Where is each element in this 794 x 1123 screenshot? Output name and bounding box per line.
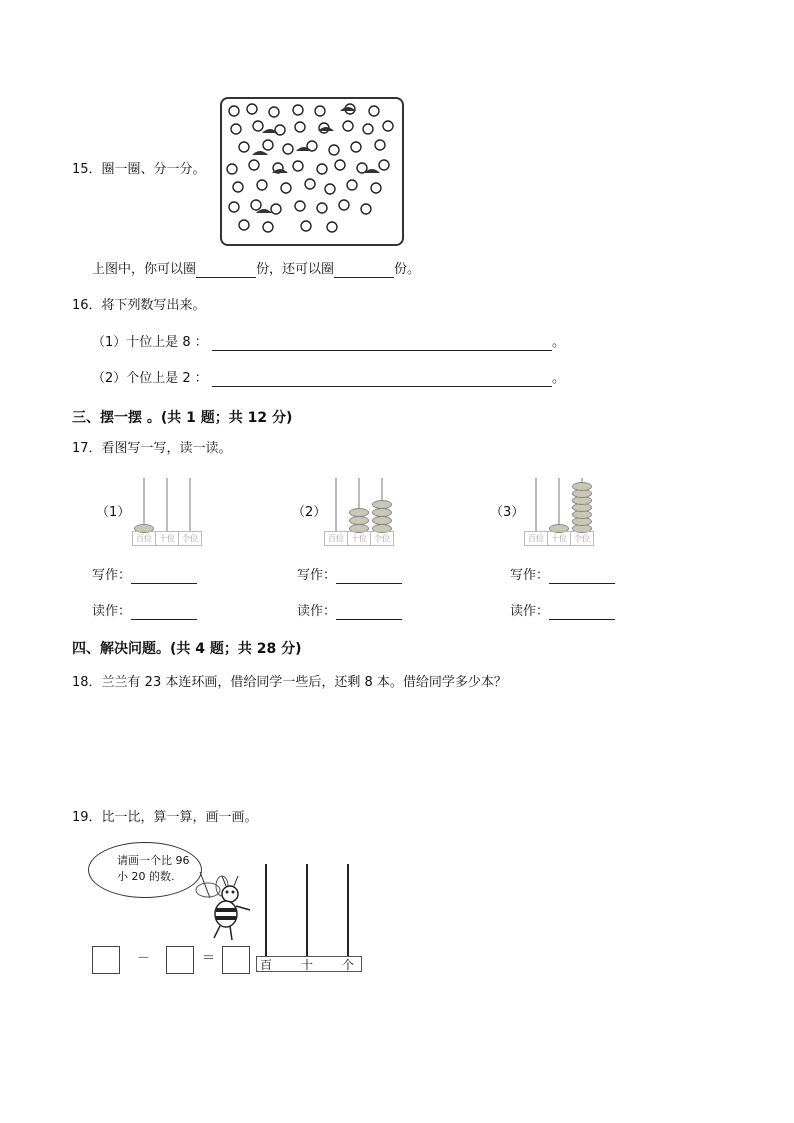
abacus-1-label: （1） — [96, 505, 131, 520]
abacus-place-hundreds: 百 — [260, 958, 273, 972]
q15-sentence — [92, 262, 420, 278]
abacus-3-read-blank[interactable] — [549, 605, 615, 620]
abacus-2-place-tens: 十位 — [348, 532, 371, 545]
answer-box-1[interactable] — [92, 946, 120, 974]
abacus-2-read-blank[interactable] — [336, 605, 402, 620]
read-label: 读作： — [510, 604, 550, 619]
abacus-3-place-hundreds: 百位 — [525, 532, 548, 545]
abacus-1-place-hundreds: 百位 — [133, 532, 156, 545]
q15-title: 15．圈一圈、分一分。 — [72, 162, 206, 177]
abacus-3-place-tens: 十位 — [548, 532, 571, 545]
abacus-1-read-blank[interactable] — [131, 605, 197, 620]
abacus-1-write — [92, 568, 197, 584]
q16-end-mark-2: 。 — [551, 371, 565, 386]
bubble-line-2: 小 20 的数. — [117, 870, 175, 883]
abacus-2-write — [297, 568, 402, 584]
q19-title: 19．比一比，算一算，画一画。 — [72, 810, 258, 825]
abacus-3-write-blank[interactable] — [549, 569, 615, 584]
bubble-line-1: 请画一个比 96 — [117, 854, 190, 867]
speech-bubble — [88, 842, 202, 898]
empty-abacus[interactable] — [256, 864, 364, 974]
q15-blank-2[interactable] — [334, 263, 394, 278]
abacus-3-label: （3） — [490, 505, 525, 520]
q16-end-mark-1: 。 — [551, 335, 565, 350]
abacus-1-place-ones: 个位 — [182, 534, 198, 543]
abacus-place-ones: 个 — [342, 958, 355, 972]
abacus-place-tens: 十 — [301, 958, 314, 972]
abacus-3 — [524, 478, 594, 548]
q16-item-2-label: （2）个位上是 2 ： — [92, 371, 208, 386]
abacus-1-read — [92, 604, 197, 620]
abacus-3-read — [510, 604, 615, 620]
q15-blank-1[interactable] — [196, 263, 256, 278]
abacus-2 — [324, 478, 394, 548]
abacus-2-read — [297, 604, 402, 620]
section-3-heading: 三、摆一摆 。(共 1 题；共 12 分) — [72, 410, 293, 426]
abacus-1-place-tens: 十位 — [156, 532, 179, 545]
write-label: 写作： — [510, 568, 550, 583]
bee-icon — [190, 872, 258, 944]
abacus-3-place-ones: 个位 — [574, 534, 590, 543]
abacus-1-write-blank[interactable] — [131, 569, 197, 584]
abacus-2-label: （2） — [292, 505, 327, 520]
minus-sign: － — [137, 951, 151, 966]
q15-sentence-b: 份，还可以圈 — [256, 262, 335, 277]
faces-icon-cluster — [222, 99, 398, 240]
q16-blank-1[interactable] — [212, 336, 552, 351]
abacus-1 — [132, 478, 202, 548]
write-label: 写作： — [297, 568, 337, 583]
abacus-3-write — [510, 568, 615, 584]
answer-box-3[interactable] — [222, 946, 250, 974]
abacus-2-place-ones: 个位 — [374, 534, 390, 543]
section-4-heading: 四、解决问题。(共 4 题；共 28 分) — [72, 641, 302, 657]
q15-sentence-a: 上图中，你可以圈 — [92, 262, 197, 277]
abacus-2-place-hundreds: 百位 — [325, 532, 348, 545]
q17-title: 17．看图写一写，读一读。 — [72, 441, 232, 456]
q16-item-1-label: （1）十位上是 8 ： — [92, 335, 208, 350]
faces-picture — [220, 97, 404, 246]
q16-title: 16．将下列数写出来。 — [72, 298, 206, 313]
q15-sentence-c: 份。 — [394, 262, 421, 277]
q16-item-2 — [92, 371, 565, 387]
read-label: 读作： — [297, 604, 337, 619]
q16-item-1 — [92, 335, 565, 351]
write-label: 写作： — [92, 568, 132, 583]
answer-box-2[interactable] — [166, 946, 194, 974]
q16-blank-2[interactable] — [212, 372, 552, 387]
equals-sign: ＝ — [202, 951, 216, 966]
abacus-2-write-blank[interactable] — [336, 569, 402, 584]
q18-title: 18．兰兰有 23 本连环画，借给同学一些后，还剩 8 本。借给同学多少本？ — [72, 675, 507, 690]
read-label: 读作： — [92, 604, 132, 619]
